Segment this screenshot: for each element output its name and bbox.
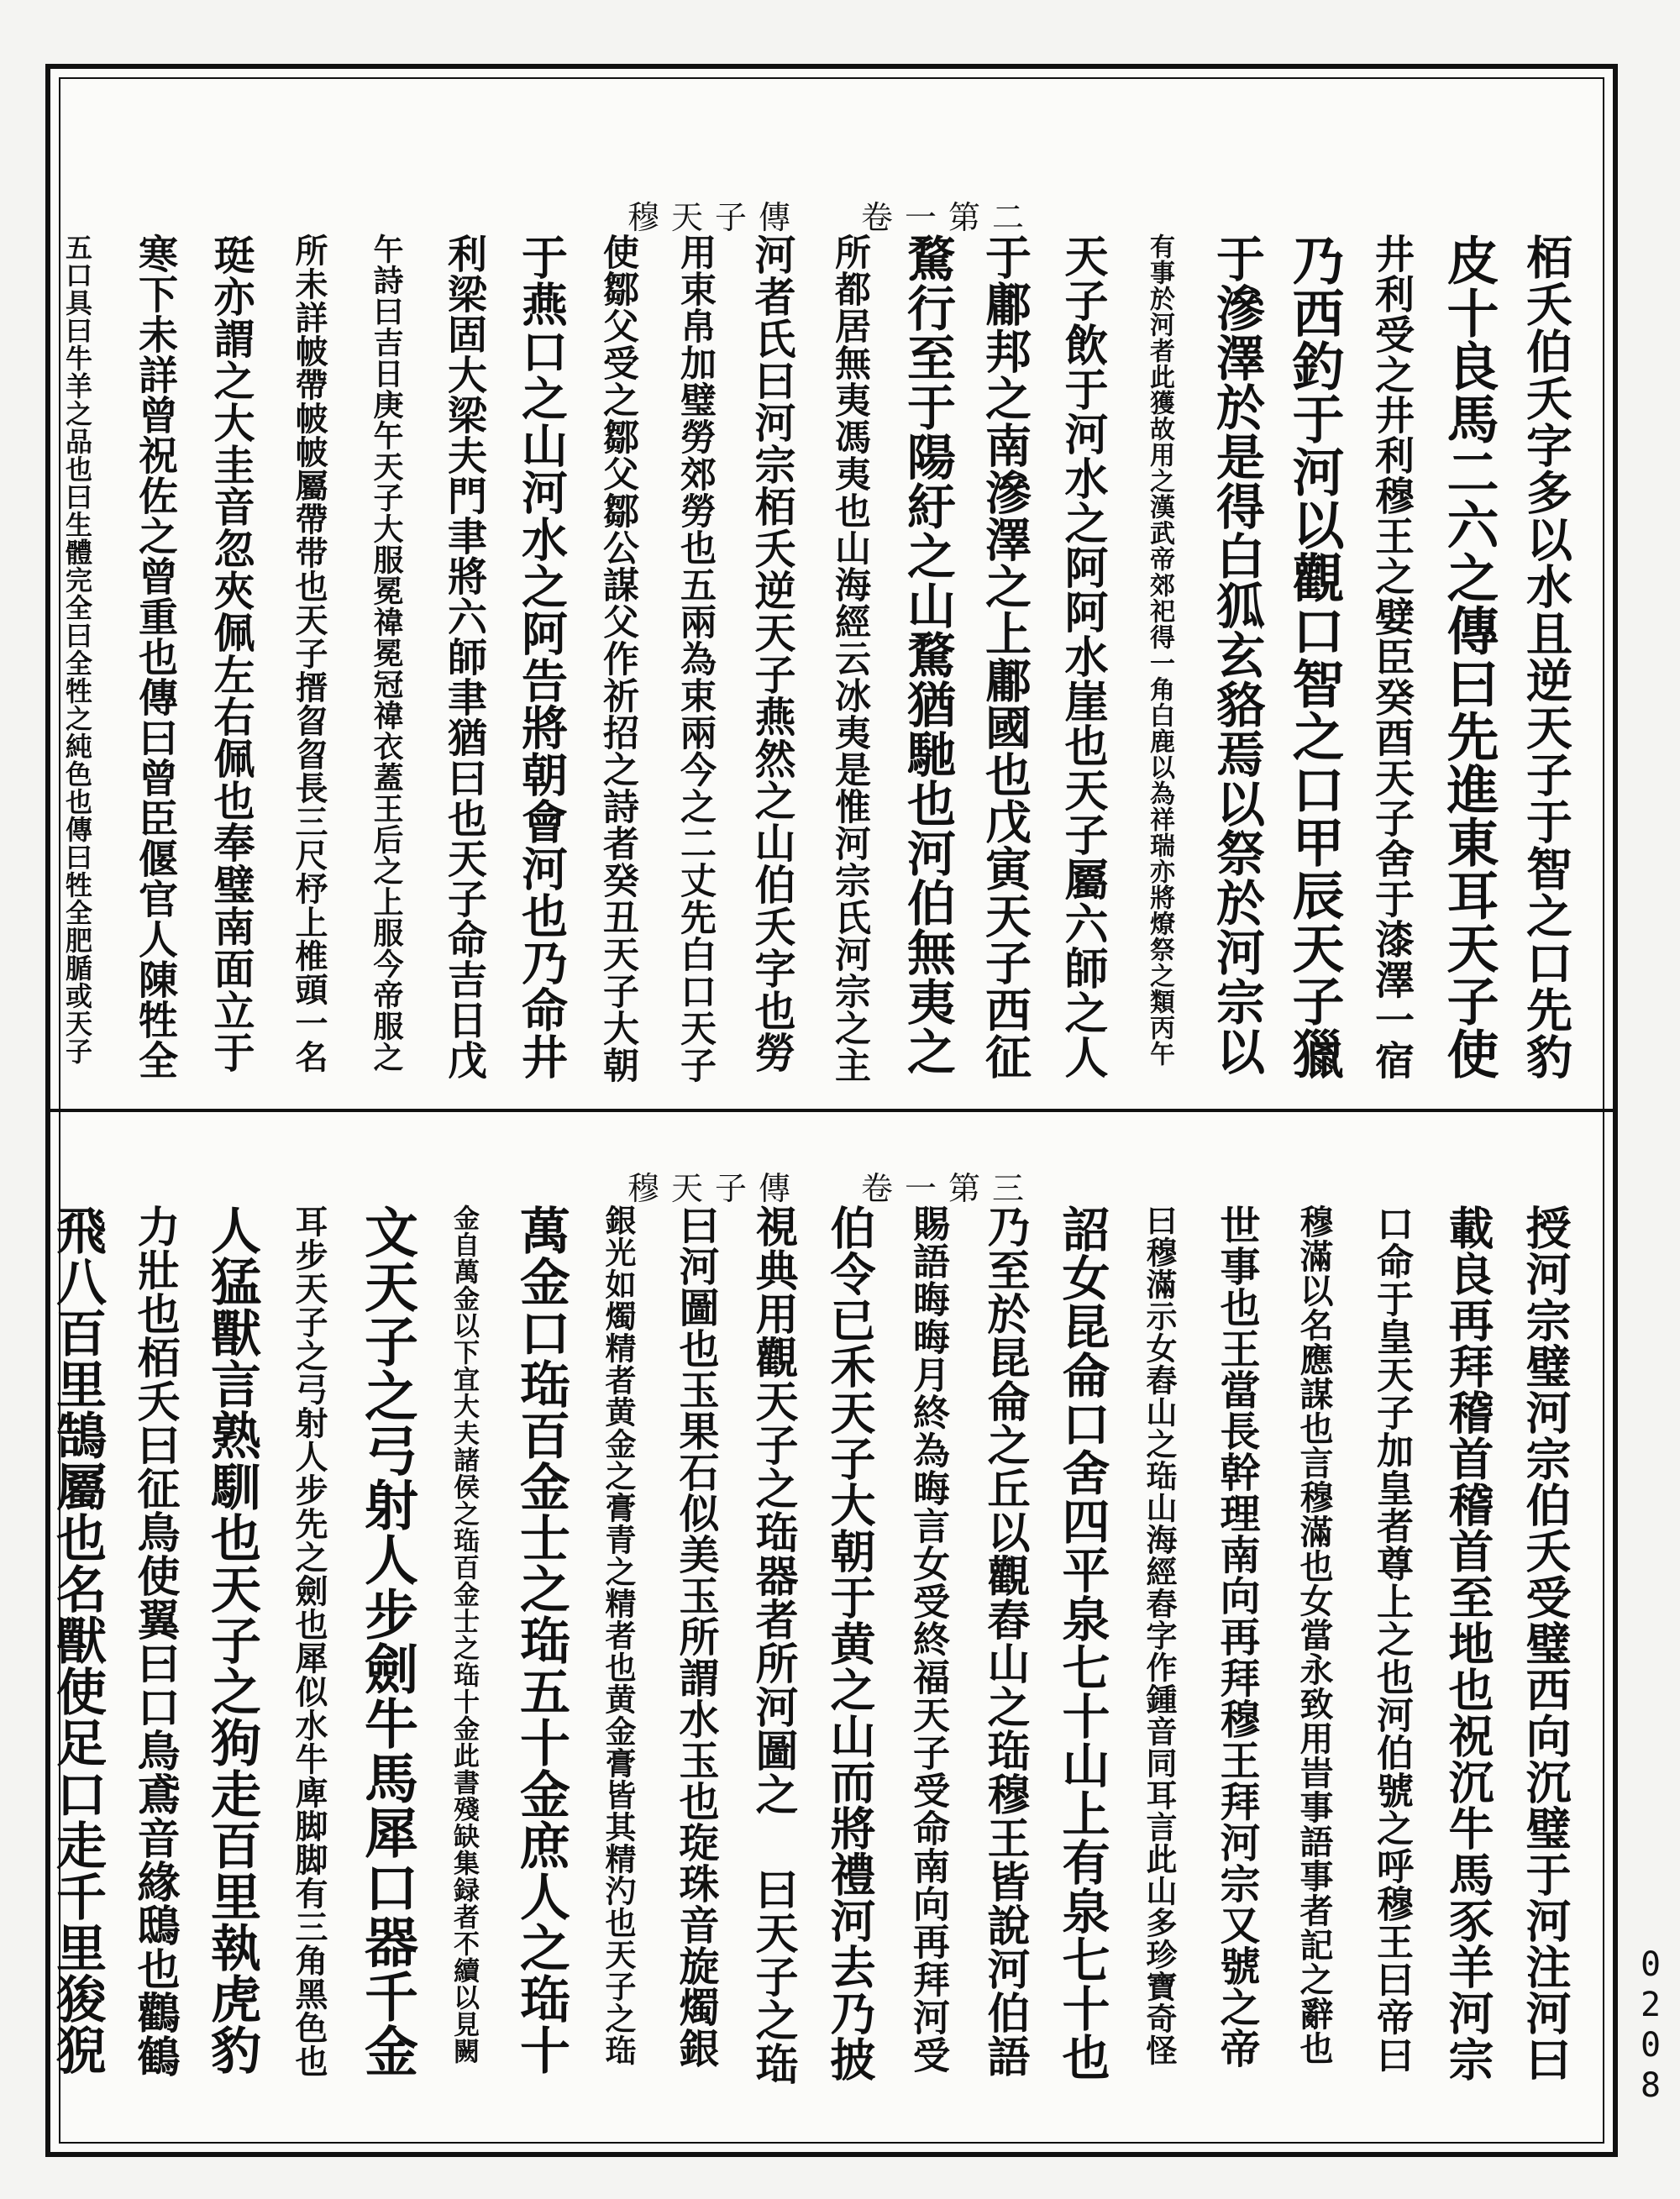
edge-page-number: 0208	[1631, 1945, 1670, 2107]
upper-column-6: 有事於河者此獲故用之漢武帝郊祀得一角白鹿以為祥瑞亦將燎祭之類丙午	[1145, 234, 1174, 1067]
upper-column-10: 所都居無夷馮夷也山海經云冰夷是惟河宗氏河宗之主	[829, 234, 871, 1084]
upper-column-5: 于滲澤於是得白狐玄貉焉以祭於河宗以	[1208, 234, 1265, 1076]
lower-column-20: 飛八百里鵠屬也名獸使足口走千里狻猊	[48, 1204, 107, 2076]
lower-column-12: 曰河圖也玉果石似美玉所謂水玉也琁珠音旋燭銀	[672, 1204, 719, 2069]
upper-volume-label: 卷一第二	[861, 199, 1037, 236]
upper-book-title: 穆天子傳	[627, 199, 802, 236]
lower-column-2: 載良再拜稽首稽首至地也祝沉牛馬豕羊河宗	[1441, 1204, 1495, 2082]
lower-page-header	[50, 1162, 1613, 1209]
upper-column-20: 五口具曰牛羊之品也曰生體完全曰全牲之純色也傳曰牲全肥腯或天子	[61, 234, 93, 1065]
upper-column-9: 騖行至于陽紆之山騖猶馳也河伯無夷之	[899, 234, 956, 1076]
lower-column-13: 銀光如燭精者黄金之膏青之精者也黄金膏皆其精汋也天子之珤	[600, 1204, 637, 2066]
upper-column-1: 栢夭伯夭字多以水且逆天子于智之口先豹	[1519, 234, 1573, 1080]
lower-column-7: 詔女昆侖口舍四平泉七十山上有泉七十也	[1054, 1204, 1110, 2081]
page-frame	[45, 64, 1618, 2157]
lower-column-14: 萬金口珤百金士之珤五十金庶人之珤十	[512, 1204, 570, 2076]
lower-volume-label: 卷一第三	[861, 1170, 1037, 1207]
lower-column-6: 曰穆滿示女舂山之珤山海經舂字作鍾音同耳言此山多珍寶奇怪	[1141, 1204, 1178, 2066]
upper-text-block	[61, 234, 1584, 1104]
lower-column-4: 穆滿以名應謀也言穆滿也女當永致用旹事語事者記之辭也	[1294, 1204, 1334, 2065]
lower-column-15: 金自萬金以下宜大夫諸侯之珤百金士之珤十金此書殘缺集録者不續以見闕	[449, 1204, 479, 2065]
lower-column-1: 授河宗璧河宗伯夭受璧西向沉璧于河注河曰	[1519, 1204, 1572, 2082]
lower-column-9: 賜語晦晦月終為晦言女受終福天子受命南向再拜河受	[906, 1204, 949, 2074]
upper-column-19: 寒下未詳曾祝佐之曾重也傳曰曾臣偃官人陳牲全	[132, 234, 178, 1080]
upper-column-3: 井利受之井利穆王之嬖臣癸酉天子舍于漆澤一宿	[1368, 234, 1415, 1080]
upper-column-16: 午詩曰吉日庚午天子大服冕禕冕冠禕衣蓋王后之上服今帝服之	[369, 234, 404, 1073]
upper-column-18: 珽亦謂之大圭音忽夾佩左右佩也奉璧南面立于	[207, 234, 256, 1073]
lower-column-10: 伯令已禾天子大朝于黄之山而將禮河去乃披	[823, 1204, 877, 2082]
lower-column-5: 世事也王當長幹理南向再拜穆王拜河宗又號之帝	[1213, 1204, 1260, 2069]
upper-column-8: 于鄘邦之南滲澤之上鄘國也戊寅天子西征	[978, 234, 1032, 1080]
upper-column-14: 于燕口之山河水之阿告將朝會河也乃命井	[514, 234, 569, 1080]
upper-column-11: 河者氏曰河宗栢夭逆天子燕然之山伯夭字也勞	[748, 234, 797, 1073]
page-divider	[50, 1109, 1613, 1112]
lower-column-11: 視典用觀天子之珤器者所河圖之 曰天子之珤	[748, 1204, 798, 2086]
lower-column-16: 文天子之弓射人步劍牛馬犀口器千金	[355, 1204, 418, 2078]
lower-column-19: 力壯也栢夭曰征鳥使翼曰口鳥鳶音緣鴟也鸛鶴	[129, 1204, 180, 2078]
upper-column-17: 所未詳帔帶帔帔屬帶带也天子搢曶曶長三尺杼上椎頭一名	[290, 234, 328, 1073]
upper-column-4: 乃西釣于河以觀口智之口甲辰天子獵	[1284, 234, 1345, 1080]
upper-column-12: 用束帛加璧勞郊勞也五兩為束兩今之二丈先白口天子	[675, 234, 717, 1084]
lower-book-title: 穆天子傳	[627, 1170, 802, 1207]
lower-column-18: 人猛獸言熟馴也天子之狗走百里執虎豹	[202, 1204, 261, 2076]
lower-column-3: 口命于皇天子加皇者尊上之也河伯號之呼穆王曰帝曰	[1370, 1204, 1413, 2074]
lower-column-17: 耳步天子之弓射人步先之劍也犀似水牛庳脚脚有三角黑色也	[290, 1204, 328, 2078]
lower-text-block	[48, 1204, 1584, 2103]
lower-column-8: 乃至於昆侖之丘以觀舂山之珤穆王皆說河伯語	[979, 1204, 1030, 2078]
upper-page-header	[50, 192, 1613, 238]
upper-column-13: 使鄒父受之鄒父鄒公謀父作祈招之詩者癸丑天子大朝	[597, 234, 639, 1084]
upper-column-15: 利梁固大梁夫門聿將六師聿猶曰也天子命吉日戊	[441, 234, 487, 1080]
upper-column-7: 天子飲于河水之阿阿水崖也天子屬六師之人	[1057, 234, 1108, 1079]
upper-column-2: 皮十良馬二六之傳曰先進東耳天子使	[1438, 234, 1499, 1080]
